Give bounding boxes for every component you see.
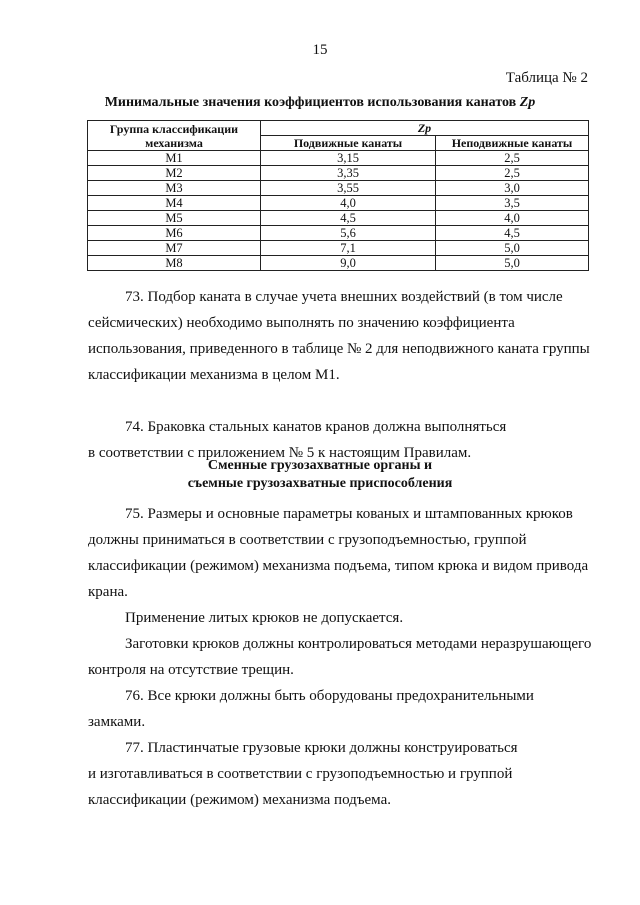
header-zp — [261, 121, 589, 136]
cell-group: M2 — [88, 166, 261, 181]
cell-fixed: 5,0 — [436, 241, 589, 256]
p77-line1: 77. Пластинчатые грузовые крюки должны конструироваться — [125, 740, 518, 756]
coefficients-table — [87, 120, 589, 271]
cell-moving: 3,55 — [261, 181, 436, 196]
p73-line3: использования, приведенного в таблице № 2 для неподвижного каната группы — [88, 341, 590, 357]
cell-fixed: 5,0 — [436, 256, 589, 271]
p77-line2: и изготавливаться в соответствии с грузоподъемностью и группой — [88, 766, 513, 782]
table-title-text: Минимальные значения коэффициентов использования канатов — [104, 95, 517, 110]
p75-line1: 75. Размеры и основные параметры кованых и штампованных крюков — [125, 506, 573, 522]
p76-line2: замками. — [88, 714, 146, 730]
table-title — [0, 95, 640, 111]
cell-moving: 7,1 — [261, 241, 436, 256]
p-cast-hooks: Применение литых крюков не допускается. — [125, 610, 404, 626]
page-number: 15 — [312, 42, 328, 58]
cell-group: M6 — [88, 226, 261, 241]
table-label: Таблица № 2 — [505, 70, 588, 86]
p74-line2: в соответствии с приложением № 5 к настоящим Правилам. — [88, 445, 472, 461]
cell-group: M3 — [88, 181, 261, 196]
section-heading-line2: съемные грузозахватные приспособления — [187, 476, 453, 491]
p75-line2: должны приниматься в соответствии с грузоподъемностью, группой — [88, 532, 527, 548]
header-group: Группа классификации механизма — [88, 121, 261, 151]
p-blanks-line2: контроля на отсутствие трещин. — [88, 662, 294, 678]
table-row — [88, 211, 589, 226]
p76-line1: 76. Все крюки должны быть оборудованы предохранительными — [125, 688, 534, 704]
table-row — [88, 151, 589, 166]
cell-group: M7 — [88, 241, 261, 256]
p73-line2: сейсмических) необходимо выполнять по значению коэффициента — [88, 315, 515, 331]
cell-fixed: 2,5 — [436, 151, 589, 166]
header-zp-symbol: Zp — [417, 121, 432, 135]
cell-group: M5 — [88, 211, 261, 226]
table-row — [88, 241, 589, 256]
p75-line3: классификации (режимом) механизма подъема, типом крюка и видом привода — [88, 558, 589, 574]
table-title-symbol: Zp — [519, 95, 536, 110]
table-row — [88, 196, 589, 211]
cell-moving: 4,5 — [261, 211, 436, 226]
cell-group: M4 — [88, 196, 261, 211]
cell-fixed: 3,0 — [436, 181, 589, 196]
section-heading-line1: Сменные грузозахватные органы и — [207, 458, 433, 473]
table-row — [88, 256, 589, 271]
header-moving: Подвижные канаты — [261, 136, 436, 151]
p75-line4: крана. — [88, 584, 128, 600]
cell-fixed: 4,0 — [436, 211, 589, 226]
p-blanks-line1: Заготовки крюков должны контролироваться методами неразрушающего — [125, 636, 592, 652]
cell-fixed: 3,5 — [436, 196, 589, 211]
cell-fixed: 2,5 — [436, 166, 589, 181]
cell-group: M1 — [88, 151, 261, 166]
table-header-row — [88, 121, 589, 136]
cell-moving: 3,15 — [261, 151, 436, 166]
p77-line3: классификации (режимом) механизма подъема. — [88, 792, 391, 808]
cell-moving: 3,35 — [261, 166, 436, 181]
cell-moving: 4,0 — [261, 196, 436, 211]
cell-fixed: 4,5 — [436, 226, 589, 241]
table-row — [88, 181, 589, 196]
cell-group: M8 — [88, 256, 261, 271]
cell-moving: 9,0 — [261, 256, 436, 271]
table-row — [88, 226, 589, 241]
cell-moving: 5,6 — [261, 226, 436, 241]
p73-line4: классификации механизма в целом М1. — [88, 367, 340, 383]
p73-line1: 73. Подбор каната в случае учета внешних воздействий (в том числе — [125, 289, 563, 305]
p74-line1: 74. Браковка стальных канатов кранов должна выполняться — [125, 419, 507, 435]
table-row — [88, 166, 589, 181]
header-fixed: Неподвижные канаты — [436, 136, 589, 151]
